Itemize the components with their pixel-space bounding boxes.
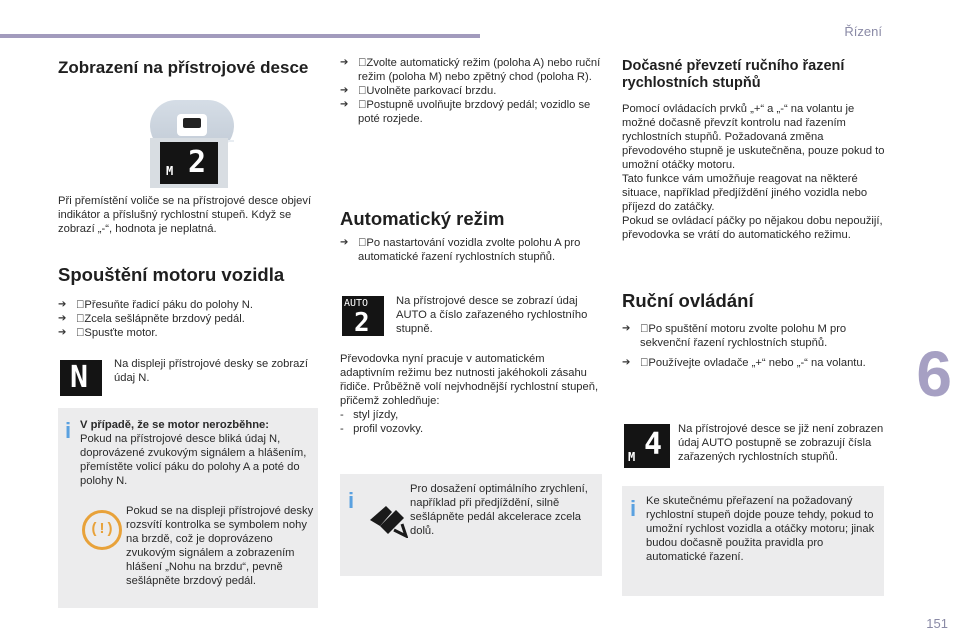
temporary-manual-text: Pomocí ovládacích prvků „+“ a „-“ na volantu je možné dočasně převzít kontrolu nad řazením rychlostních stupňů. Požadovaná změna převodového stupně je uskutečněna, pouze pokud to umožní otáčky motoru. Tato funkce vám umožňuje reagovat na některé situace, například předjíždění jiného vozidla nebo příjezd do zatáčky. Pokud se ovládací páčky po nějakou dobu nepoužijí, převodovka se vrátí do automatického režimu. (622, 103, 885, 241)
manual-display-text: Na přístrojové desce se již není zobrazen údaj AUTO postupně se zobrazují čísla zařazených rychlostních stupňů. (678, 423, 884, 463)
list-item: ➔ Používejte ovladače „+“ nebo „-“ na volantu. (622, 357, 866, 369)
list-item: ➔ Zvolte automatický režim (poloha A) nebo ruční režim (poloha M) nebo zpětný chod (poloha R). (340, 57, 601, 83)
display-paragraph: Při přemístění voliče se na přístrojové desce objeví indikátor a příslušný rychlostní stupeň. Když se zobrazí „-“, hodnota je neplatná. (58, 195, 312, 235)
list-item: ➔ Po spuštění motoru zvolte polohu M pro sekvenční řazení rychlostních stupňů. (622, 323, 847, 349)
lcd-mode-letter: M (166, 164, 174, 178)
start-steps-list (58, 298, 320, 340)
manual-info-text: Ke skutečnému přeřazení na požadovaný rychlostní stupeň dojde pouze tehdy, pokud to umožní rychlost vozidla a otáčky motoru; jinak budou dočasně použita pravidla pro automatické řazení. (646, 495, 875, 563)
manual-steps-list (622, 322, 886, 370)
accelerator-pedal-icon (366, 496, 408, 538)
list-item: ➔ Postupně uvolňujte brzdový pedál; vozidlo se poté rozjede. (340, 99, 591, 125)
list-item: - profil vozovky. (340, 423, 424, 435)
auto-display-text: Na přístrojové desce se zobrazí údaj AUTO a číslo zařazeného rychlostního stupně. (396, 295, 588, 335)
info-box-acceleration (340, 474, 602, 576)
info-box-title: V případě, že se motor nerozběhne: (80, 419, 269, 431)
lcd-manual-gear: 4 (644, 427, 663, 462)
page-number: 151 (926, 616, 948, 631)
auto-steps-list (340, 236, 602, 264)
lcd-manual-display (624, 424, 670, 468)
lcd-auto-label: AUTO (344, 298, 369, 309)
neutral-text: Na displeji přístrojové desky se zobrazí údaj N. (114, 358, 309, 384)
lcd-neutral-display (60, 360, 102, 396)
brake-warning-text: Pokud se na displeji přístrojové desky rozsvítí kontrolka se symbolem nohy na brzdě, což je doprovázeno zvukovým signálem a zobrazením hlášení „Nohu na brzdu“, pevně sešlápněte brzdový pedál. (126, 505, 314, 587)
auto-criteria-list (340, 408, 602, 436)
title-temporary-manual: Dočasné převzetí ručního řazení rychlostních stupňů (622, 58, 845, 91)
chapter-number: 6 (916, 338, 952, 410)
info-icon (630, 496, 638, 522)
list-item: ➔ Spusťte motor. (58, 327, 158, 339)
lcd-neutral-letter: N (70, 360, 89, 395)
lcd-manual-mode: M (628, 450, 636, 464)
list-item: ➔ Přesuňte řadicí páku do polohy N. (58, 299, 253, 311)
info-box-engine (58, 408, 318, 608)
title-display: Zobrazení na přístrojové desce (58, 58, 309, 77)
start-continue-list (340, 56, 602, 126)
info-icon (348, 488, 356, 514)
title-engine-start: Spouštění motoru vozidla (58, 264, 285, 285)
foot-on-brake-icon (82, 510, 122, 550)
title-manual-control: Ruční ovládání (622, 290, 754, 311)
list-item: ➔ Po nastartování vozidla zvolte polohu A pro automatické řazení rychlostních stupňů. (340, 237, 581, 263)
list-item: ➔ Uvolněte parkovací brzdu. (340, 85, 497, 97)
section-label: Řízení (844, 24, 882, 39)
title-automatic-mode: Automatický režim (340, 208, 505, 229)
list-item: ➔ Zcela sešlápněte brzdový pedál. (58, 313, 245, 325)
list-item: - styl jízdy, (340, 409, 399, 421)
info-icon (65, 418, 73, 444)
header-bar (0, 34, 480, 38)
chapter-tab (914, 330, 960, 418)
lcd-gear-display (150, 138, 228, 188)
info-box-manual (622, 486, 884, 596)
acceleration-info-text: Pro dosažení optimálního zrychlení, například při předjíždění, silně sešlápněte pedál akcelerace zcela dolů. (410, 483, 588, 537)
lcd-auto-gear: 2 (354, 308, 370, 338)
auto-paragraph: Převodovka nyní pracuje v automatickém adaptivním režimu bez nutnosti jakéhokoli zásahu řidiče. Průběžně volí nejvhodnější rychlostní stupeň, přičemž zohledňuje: (340, 353, 599, 407)
lcd-gear-number: 2 (188, 145, 207, 180)
info-box-text: Pokud na přístrojové desce bliká údaj N, doprovázené zvukovým signálem a hlášením, přemístěte volicí páku do polohy A a poté do polohy N. (80, 433, 307, 487)
lcd-auto-display (342, 296, 384, 336)
